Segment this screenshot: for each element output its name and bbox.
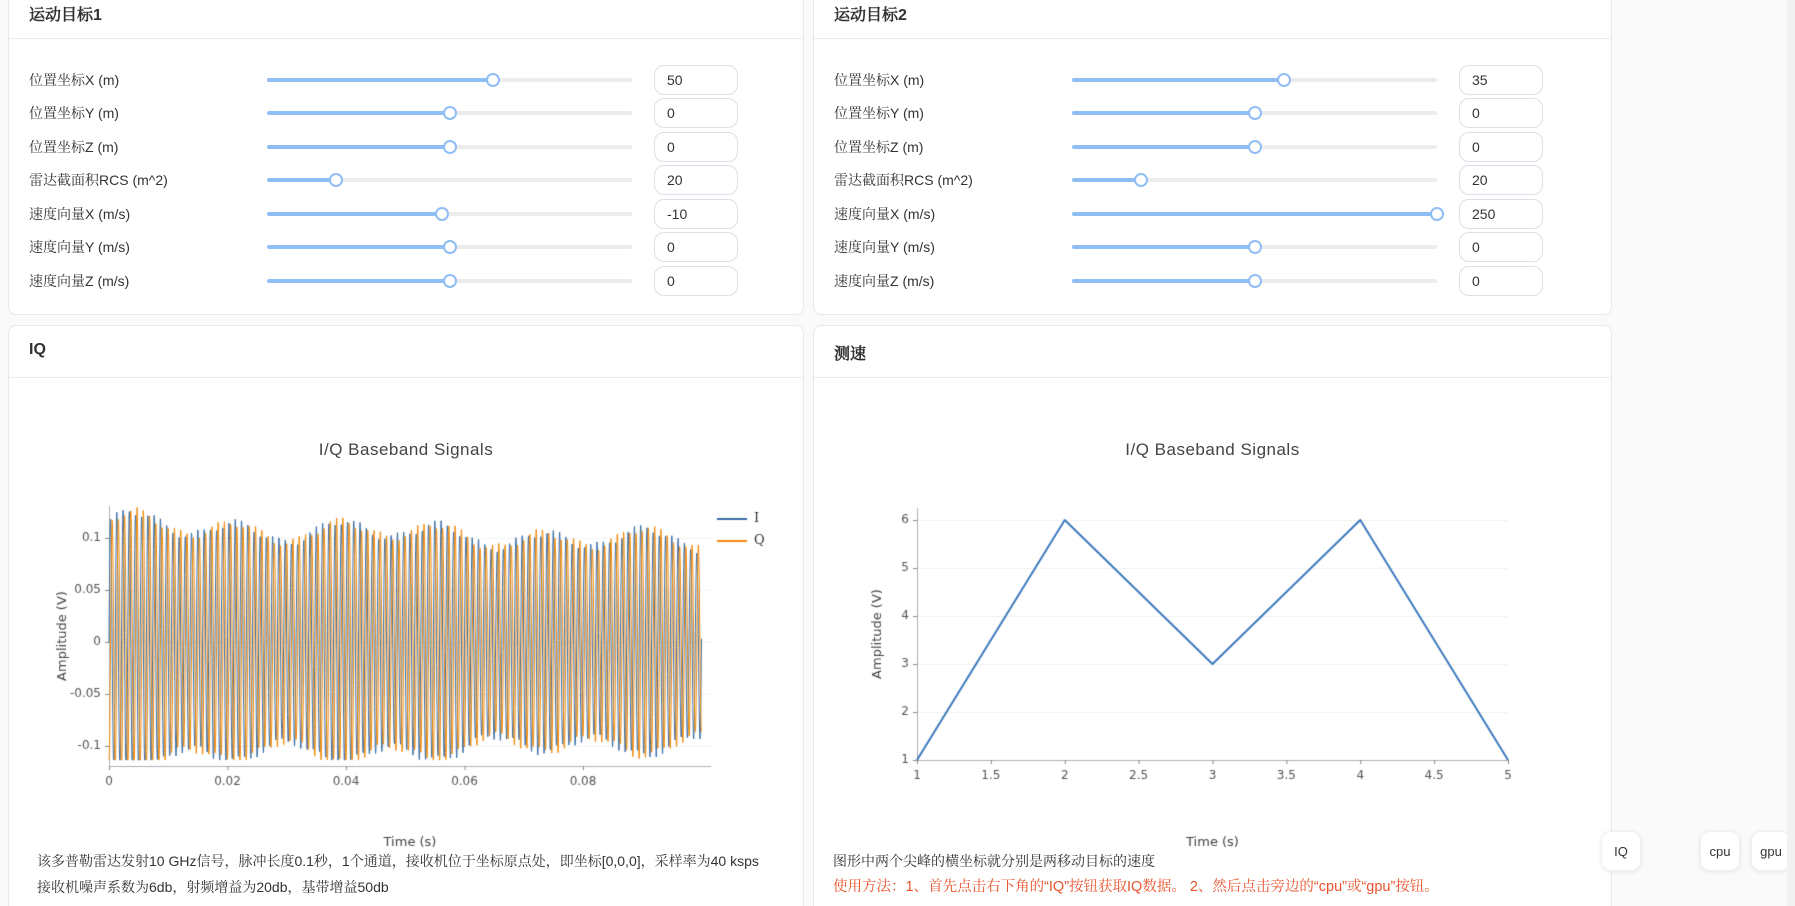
target1-pos-z-input[interactable]: [654, 132, 738, 162]
target1-row-pos-y: [9, 97, 803, 131]
target1-vel-y-label: 速度向量Y (m/s): [29, 239, 130, 256]
iq-panel: [8, 325, 804, 906]
target2-pos-y-slider[interactable]: [1072, 106, 1437, 120]
slider-track[interactable]: [1072, 212, 1437, 216]
slider-knob[interactable]: [486, 73, 500, 87]
target2-parameter-rows: [814, 39, 1611, 298]
cpu-button[interactable]: cpu: [1700, 831, 1740, 871]
slider-fill: [1072, 279, 1255, 283]
target1-vel-y-slider[interactable]: [267, 240, 632, 254]
target1-vel-z-input[interactable]: [654, 266, 738, 296]
slider-track[interactable]: [267, 78, 632, 82]
slider-fill: [267, 111, 450, 115]
target2-row-pos-y: [814, 97, 1611, 131]
iq-note-line1: 该多普勒雷达发射10 GHz信号，脉冲长度0.1秒，1个通道，接收机位于坐标原点处，即坐标[0,0,0]，采样率为40 ksps: [37, 853, 759, 869]
target1-vel-z-slider[interactable]: [267, 274, 632, 288]
target2-row-pos-x: [814, 63, 1611, 97]
speed-peaks-chart: [814, 378, 1611, 848]
target1-vel-x-label: 速度向量X (m/s): [29, 205, 131, 222]
slider-fill: [1072, 178, 1141, 182]
target2-panel-title: 运动目标2: [834, 7, 907, 24]
target2-panel-header: [814, 0, 1611, 39]
target1-vel-x-input[interactable]: [654, 199, 738, 229]
target1-row-pos-z: [9, 130, 803, 164]
target1-panel-title: 运动目标1: [29, 7, 102, 24]
target2-pos-y-label: 位置坐标Y (m): [834, 105, 924, 122]
target1-pos-z-label: 位置坐标Z (m): [29, 138, 119, 155]
slider-knob[interactable]: [1430, 207, 1444, 221]
target1-row-vel-x: [9, 197, 803, 231]
target2-row-vel-z: [814, 264, 1611, 298]
speed-panel-title: 测速: [834, 346, 867, 363]
target2-pos-z-input[interactable]: [1459, 132, 1543, 162]
target2-vel-z-slider[interactable]: [1072, 274, 1437, 288]
target1-pos-y-input[interactable]: [654, 98, 738, 128]
target1-pos-x-label: 位置坐标X (m): [29, 71, 120, 88]
target2-panel: [813, 0, 1612, 315]
target1-pos-z-slider[interactable]: [267, 140, 632, 154]
slider-knob[interactable]: [1248, 274, 1262, 288]
slider-knob[interactable]: [443, 106, 457, 120]
target1-panel-header: [9, 0, 803, 39]
target1-panel: [8, 0, 804, 315]
slider-fill: [1072, 245, 1255, 249]
slider-track[interactable]: [267, 178, 632, 182]
target1-pos-x-input[interactable]: [654, 65, 738, 95]
target2-vel-y-slider[interactable]: [1072, 240, 1437, 254]
slider-fill: [267, 245, 450, 249]
target2-pos-y-input[interactable]: [1459, 98, 1543, 128]
target2-pos-z-slider[interactable]: [1072, 140, 1437, 154]
iq-baseband-chart: [9, 378, 803, 848]
target2-row-vel-x: [814, 197, 1611, 231]
target2-pos-x-input[interactable]: [1459, 65, 1543, 95]
slider-fill: [1072, 212, 1437, 216]
speed-instruction-line: 使用方法：1、首先点击右下角的“IQ”按钮获取IQ数据。 2、然后点击旁边的“cpu”或“gpu”按钮。: [833, 879, 1439, 895]
target2-vel-x-slider[interactable]: [1072, 207, 1437, 221]
target2-vel-x-label: 速度向量X (m/s): [834, 205, 936, 222]
target2-vel-y-input[interactable]: [1459, 232, 1543, 262]
slider-fill: [267, 279, 450, 283]
target1-row-rcs: [9, 164, 803, 198]
target2-vel-y-label: 速度向量Y (m/s): [834, 239, 935, 256]
target2-row-pos-z: [814, 130, 1611, 164]
slider-knob[interactable]: [443, 140, 457, 154]
target1-pos-y-slider[interactable]: [267, 106, 632, 120]
speed-panel-header: [814, 326, 1611, 378]
slider-knob[interactable]: [329, 173, 343, 187]
slider-fill: [1072, 78, 1284, 82]
target1-pos-y-label: 位置坐标Y (m): [29, 105, 119, 122]
slider-knob[interactable]: [1248, 240, 1262, 254]
slider-fill: [267, 212, 442, 216]
target2-vel-z-input[interactable]: [1459, 266, 1543, 296]
target1-row-vel-z: [9, 264, 803, 298]
slider-fill: [267, 78, 493, 82]
target1-pos-x-slider[interactable]: [267, 73, 632, 87]
target1-vel-z-label: 速度向量Z (m/s): [29, 272, 130, 289]
target1-parameter-rows: [9, 39, 803, 298]
slider-knob[interactable]: [1277, 73, 1291, 87]
target2-pos-x-slider[interactable]: [1072, 73, 1437, 87]
target2-pos-z-label: 位置坐标Z (m): [834, 138, 924, 155]
target2-row-vel-y: [814, 231, 1611, 265]
target2-rcs-label: 雷达截面积RCS (m^2): [834, 172, 973, 189]
speed-note-line1: 图形中两个尖峰的横坐标就分别是两移动目标的速度: [833, 853, 1155, 869]
target1-rcs-label: 雷达截面积RCS (m^2): [29, 172, 168, 189]
slider-fill: [1072, 111, 1255, 115]
slider-track[interactable]: [1072, 78, 1437, 82]
speed-panel: [813, 325, 1612, 906]
target1-vel-y-input[interactable]: [654, 232, 738, 262]
target2-row-rcs: [814, 164, 1611, 198]
slider-fill: [267, 178, 336, 182]
target2-rcs-slider[interactable]: [1072, 173, 1437, 187]
iq-button[interactable]: IQ: [1601, 831, 1641, 871]
target1-rcs-input[interactable]: [654, 165, 738, 195]
slider-knob[interactable]: [435, 207, 449, 221]
slider-fill: [267, 145, 450, 149]
slider-knob[interactable]: [443, 274, 457, 288]
slider-knob[interactable]: [1134, 173, 1148, 187]
scrollbar-track[interactable]: [1787, 0, 1795, 906]
target2-vel-z-label: 速度向量Z (m/s): [834, 272, 935, 289]
target2-vel-x-input[interactable]: [1459, 199, 1543, 229]
slider-knob[interactable]: [1248, 106, 1262, 120]
slider-knob[interactable]: [1248, 140, 1262, 154]
iq-panel-title: IQ: [29, 341, 46, 358]
target1-row-pos-x: [9, 63, 803, 97]
target2-rcs-input[interactable]: [1459, 165, 1543, 195]
slider-fill: [1072, 145, 1255, 149]
slider-track[interactable]: [1072, 178, 1437, 182]
gpu-button[interactable]: gpu: [1751, 831, 1791, 871]
slider-knob[interactable]: [443, 240, 457, 254]
iq-note-line2: 接收机噪声系数为6db，射频增益为20db，基带增益50db: [37, 879, 389, 895]
iq-panel-header: [9, 326, 803, 378]
target1-row-vel-y: [9, 231, 803, 265]
target1-rcs-slider[interactable]: [267, 173, 632, 187]
slider-track[interactable]: [267, 212, 632, 216]
target2-pos-x-label: 位置坐标X (m): [834, 71, 925, 88]
target1-vel-x-slider[interactable]: [267, 207, 632, 221]
